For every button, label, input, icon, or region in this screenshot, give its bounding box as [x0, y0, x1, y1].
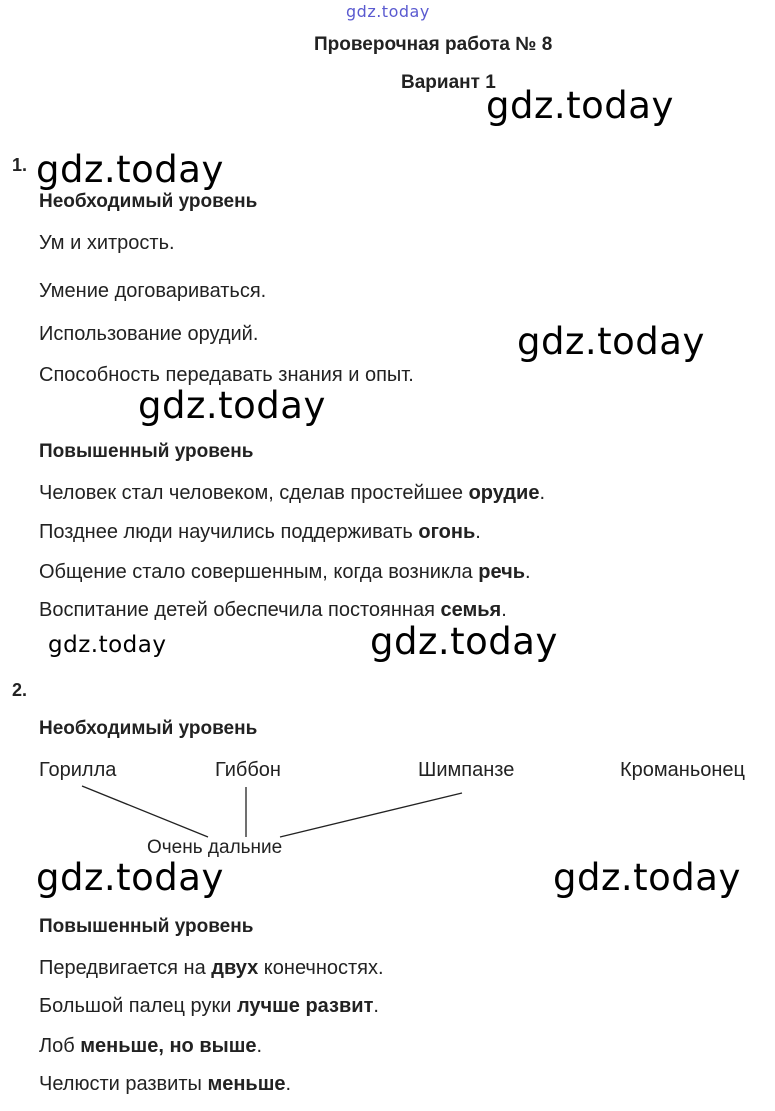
answer-line: Воспитание детей обеспечила постоянная семья.: [39, 599, 507, 621]
watermark: gdz.today: [486, 84, 674, 127]
animal-label-chimpanzee: Шимпанзе: [418, 759, 515, 781]
watermark: gdz.today: [138, 384, 326, 427]
link-line-chimpanzee: [280, 793, 462, 837]
level-heading: Необходимый уровень: [39, 718, 258, 739]
answer-line: Использование орудий.: [39, 323, 259, 345]
answer-line: Умение договариваться.: [39, 280, 267, 302]
answer-line: Общение стало совершенным, когда возникла речь.: [39, 561, 531, 583]
answer-line: Ум и хитрость.: [39, 232, 175, 254]
answer-line: Челюсти развиты меньше.: [39, 1073, 292, 1095]
answer-line: Лоб меньше, но выше.: [39, 1035, 263, 1057]
level-heading: Повышенный уровень: [39, 441, 254, 462]
watermark: gdz.today: [36, 148, 224, 191]
watermark-top: gdz.today: [346, 2, 430, 21]
watermark: gdz.today: [36, 856, 224, 899]
relation-label: Очень дальние: [147, 837, 283, 858]
page-title: Проверочная работа № 8: [314, 34, 553, 55]
animal-label-gorilla: Горилла: [39, 759, 117, 781]
level-heading: Повышенный уровень: [39, 916, 254, 937]
animal-label-cromagnon: Кроманьонец: [620, 759, 745, 781]
answer-line: Позднее люди научились поддерживать огонь.: [39, 521, 481, 543]
answer-line: Большой палец руки лучше развит.: [39, 995, 379, 1017]
animal-label-gibbon: Гиббон: [215, 759, 281, 781]
level-heading: Необходимый уровень: [39, 191, 258, 212]
task-number: 1.: [12, 155, 28, 175]
answer-line: Способность передавать знания и опыт.: [39, 364, 414, 386]
variant-label: Вариант 1: [401, 72, 496, 93]
watermark: gdz.today: [553, 856, 741, 899]
answer-line: Передвигается на двух конечностях.: [39, 957, 384, 979]
watermark: gdz.today: [517, 320, 705, 363]
link-line-gorilla: [82, 786, 208, 837]
answer-line: Человек стал человеком, сделав простейшее орудие.: [39, 482, 546, 504]
task-number: 2.: [12, 680, 28, 700]
watermark: gdz.today: [48, 632, 167, 658]
watermark: gdz.today: [370, 620, 558, 663]
